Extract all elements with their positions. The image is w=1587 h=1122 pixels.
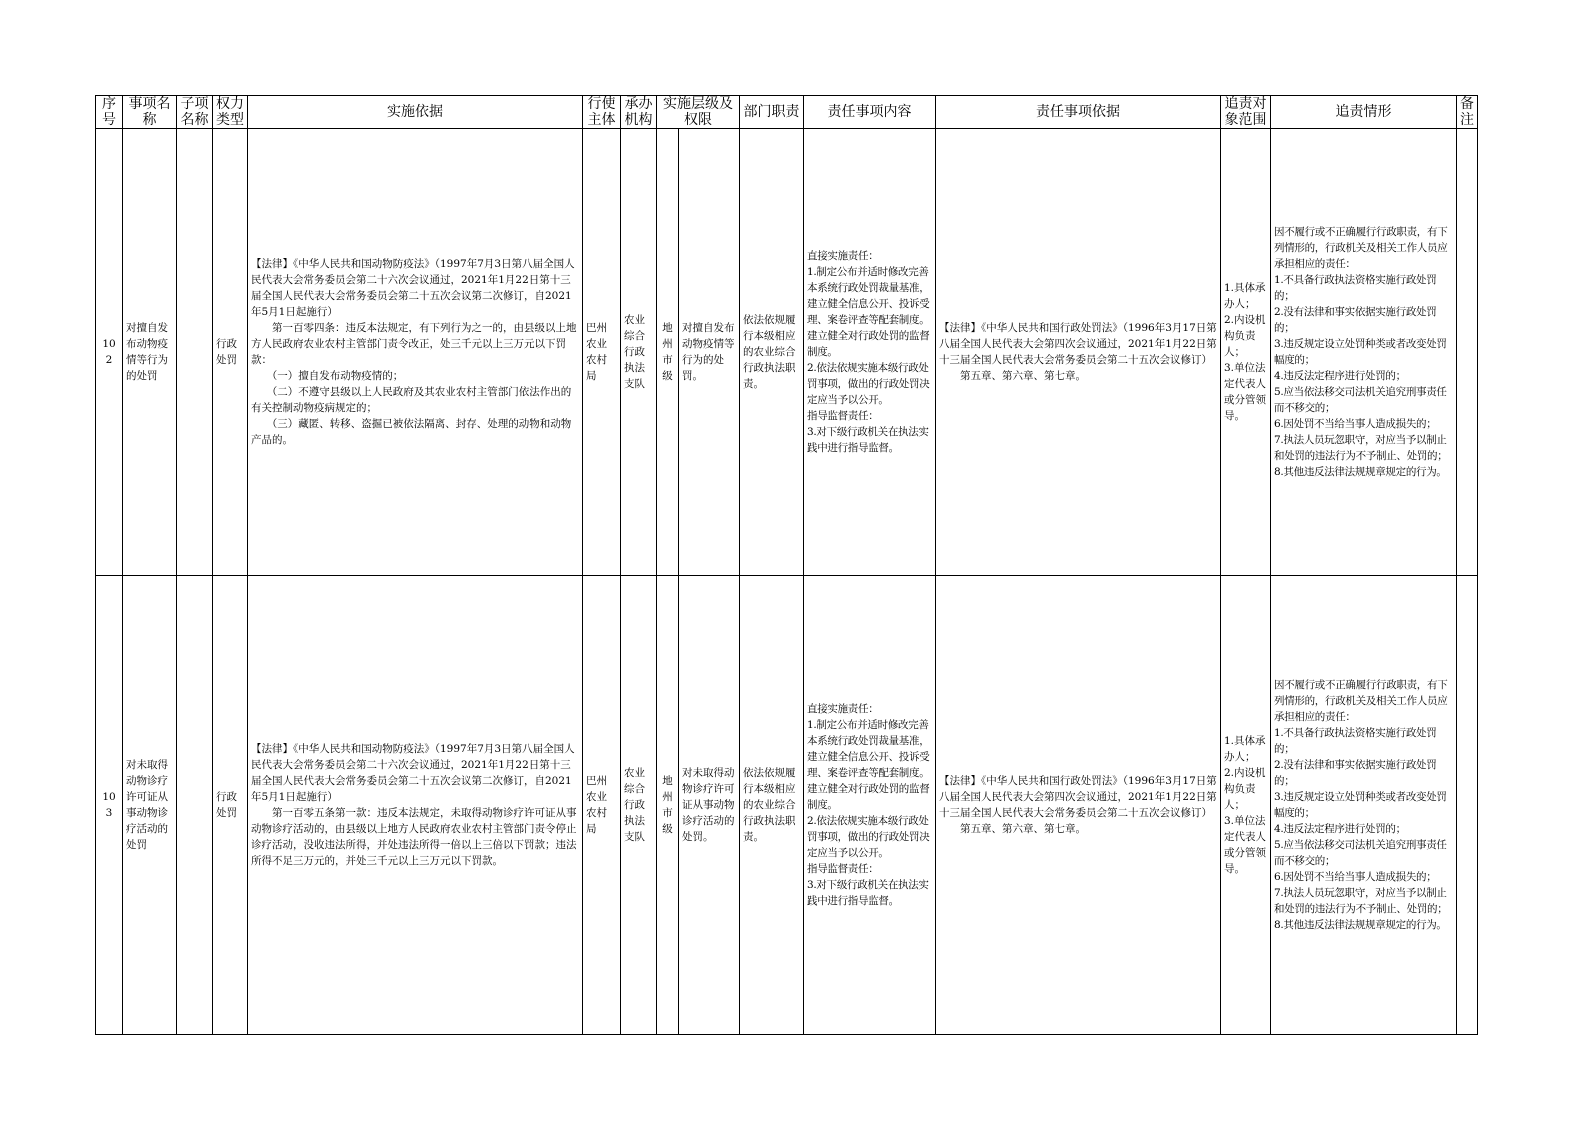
cell-resp: 直接实施责任： 1.制定公布并适时修改完善本系统行政处罚裁量基准，建立健全信息公开、投诉受理、案卷评查等配套制度。建立健全对行政处罚的监督制度。 2.依法依规实施本级行政处罚事项，做出的行政处罚决定应当予以公开。 指导监督责任： 3.对下级行政机关在执法实践中进行指导监督。 [804,576,936,1035]
header-note: 备 注 [1457,96,1478,129]
header-level: 实施层级及 权限 [657,96,740,129]
table-row [96,576,1478,1035]
cell-level: 地州市级 [657,576,679,1035]
cell-case: 因不履行或不正确履行行政职责，有下列情形的，行政机关及相关工作人员应承担相应的责任： 1.不具备行政执法资格实施行政处罚的； 2.没有法律和事实依据实施行政处罚的； 3.违反规定设立处罚种类或者改变处罚幅度的； 4.违反法定程序进行处罚的； 5.应当依法移交司法机关追究刑事责任而不移交的； 6.因处罚不当给当事人造成损失的； 7.执法人员玩忽职守，对应当予以制止和处罚的违法行为不予制止、处罚的； 8.其他违反法律法规规章规定的行为。 [1271,129,1457,576]
cell-org: 农业综合行政执法支队 [621,576,657,1035]
cell-level: 地州市级 [657,129,679,576]
cell-sub [177,576,213,1035]
cell-resp-basis: 【法律】《中华人民共和国行政处罚法》（1996年3月17日第八届全国人民代表大会第四次会议通过，2021年1月22日第十三届全国人民代表大会常务委员会第二十五次会议修订） 第五章、第六章、第七章。 [936,129,1221,576]
cell-power: 对擅自发布动物疫情等行为的处罚。 [679,129,740,576]
cell-seq: 103 [96,576,123,1035]
header-type: 权力 类型 [213,96,248,129]
header-row [96,96,1478,129]
cell-type: 行政处罚 [213,576,248,1035]
cell-duty: 依法依规履行本级相应的农业综合行政执法职责。 [740,576,804,1035]
cell-name: 对擅自发布动物疫情等行为的处罚 [123,129,177,576]
cell-type: 行政处罚 [213,129,248,576]
header-resp-basis: 责任事项依据 [936,96,1221,129]
header-case: 追责情形 [1271,96,1457,129]
header-subject: 行使 主体 [583,96,621,129]
cell-org: 农业综合行政执法支队 [621,129,657,576]
cell-resp: 直接实施责任： 1.制定公布并适时修改完善本系统行政处罚裁量基准，建立健全信息公开、投诉受理、案卷评查等配套制度。建立健全对行政处罚的监督制度。 2.依法依规实施本级行政处罚事项，做出的行政处罚决定应当予以公开。 指导监督责任： 3.对下级行政机关在执法实践中进行指导监督。 [804,129,936,576]
cell-note [1457,129,1478,576]
table-row [96,129,1478,576]
cell-scope: 1.具体承办人； 2.内设机构负责人； 3.单位法定代表人或分管领导。 [1221,576,1271,1035]
cell-seq: 102 [96,129,123,576]
header-org: 承办 机构 [621,96,657,129]
responsibility-table [95,95,1478,1035]
cell-duty: 依法依规履行本级相应的农业综合行政执法职责。 [740,129,804,576]
cell-power: 对未取得动物诊疗许可证从事动物诊疗活动的处罚。 [679,576,740,1035]
cell-basis: 【法律】《中华人民共和国动物防疫法》（1997年7月3日第八届全国人民代表大会常务委员会第二十六次会议通过，2021年1月22日第十三届全国人民代表大会常务委员会第二十五次会议第二次修订，自2021年5月1日起施行） 第一百零五条第一款：违反本法规定，未取得动物诊疗许可证从事动物诊疗活动的，由县级以上地方人民政府农业农村主管部门责令停止诊疗活动，没收违法所得，并处违法所得一倍以上三倍以下罚款；违法所得不足三万元的，并处三千元以上三万元以下罚款。 [248,576,583,1035]
cell-subject: 巴州农业农村局 [583,576,621,1035]
cell-scope: 1.具体承办人； 2.内设机构负责人； 3.单位法定代表人或分管领导。 [1221,129,1271,576]
header-scope: 追责对 象范围 [1221,96,1271,129]
cell-resp-basis: 【法律】《中华人民共和国行政处罚法》（1996年3月17日第八届全国人民代表大会第四次会议通过，2021年1月22日第十三届全国人民代表大会常务委员会第二十五次会议修订） 第五章、第六章、第七章。 [936,576,1221,1035]
cell-note [1457,576,1478,1035]
cell-name: 对未取得动物诊疗许可证从事动物诊疗活动的处罚 [123,576,177,1035]
header-basis: 实施依据 [248,96,583,129]
header-resp: 责任事项内容 [804,96,936,129]
header-seq: 序 号 [96,96,123,129]
header-sub: 子项 名称 [177,96,213,129]
cell-basis: 【法律】《中华人民共和国动物防疫法》（1997年7月3日第八届全国人民代表大会常务委员会第二十六次会议通过，2021年1月22日第十三届全国人民代表大会常务委员会第二十五次会议第二次修订，自2021年5月1日起施行） 第一百零四条：违反本法规定，有下列行为之一的，由县级以上地方人民政府农业农村主管部门责令改正，处三千元以上三万元以下罚款： （一）擅自发布动物疫情的； （二）不遵守县级以上人民政府及其农业农村主管部门依法作出的有关控制动物疫病规定的； （三）藏匿、转移、盗掘已被依法隔离、封存、处理的动物和动物产品的。 [248,129,583,576]
header-name: 事项名 称 [123,96,177,129]
cell-subject: 巴州农业农村局 [583,129,621,576]
header-duty: 部门职责 [740,96,804,129]
cell-case: 因不履行或不正确履行行政职责，有下列情形的，行政机关及相关工作人员应承担相应的责任： 1.不具备行政执法资格实施行政处罚的； 2.没有法律和事实依据实施行政处罚的； 3.违反规定设立处罚种类或者改变处罚幅度的； 4.违反法定程序进行处罚的； 5.应当依法移交司法机关追究刑事责任而不移交的； 6.因处罚不当给当事人造成损失的； 7.执法人员玩忽职守，对应当予以制止和处罚的违法行为不予制止、处罚的； 8.其他违反法律法规规章规定的行为。 [1271,576,1457,1035]
cell-sub [177,129,213,576]
